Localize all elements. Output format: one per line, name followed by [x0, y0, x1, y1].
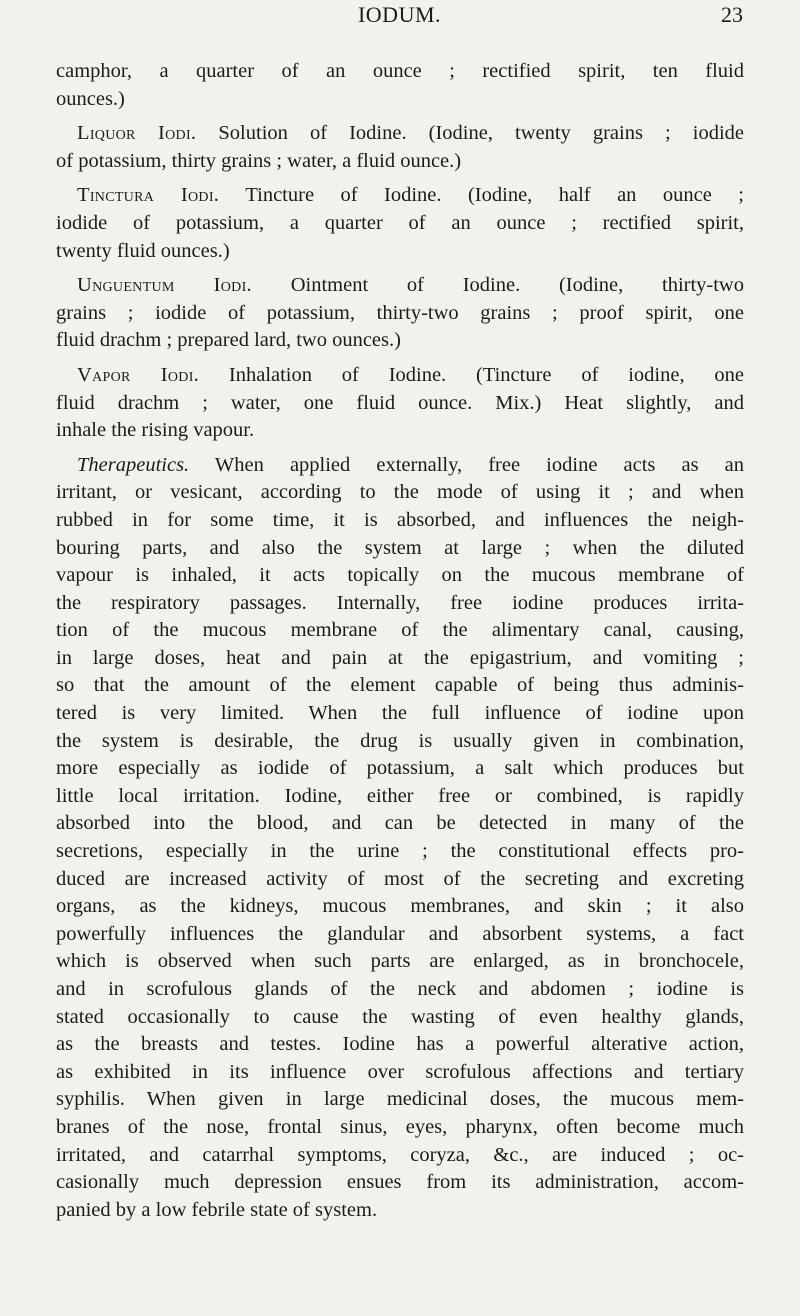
text-line — [56, 866, 744, 894]
line-text: Solution of Iodine. (Iodine, twenty grains ; iodide — [196, 122, 744, 145]
text-line — [56, 562, 744, 590]
line-text: twenty fluid ounces.) — [56, 239, 230, 262]
text-line — [56, 1197, 744, 1225]
text-line — [56, 238, 744, 266]
text-line — [56, 645, 744, 673]
text-line — [56, 1031, 744, 1059]
line-text: camphor, a quarter of an ounce ; rectified spirit, ten fluid — [56, 60, 744, 82]
text-line — [56, 948, 744, 976]
paragraph — [56, 58, 744, 113]
text-line — [56, 327, 744, 355]
text-line — [56, 617, 744, 645]
paragraph — [56, 182, 744, 265]
text-line — [56, 148, 744, 176]
line-text: When applied externally, free iodine acts as an — [189, 453, 744, 476]
line-text: organs, as the kidneys, mucous membranes, and skin ; it also — [56, 895, 744, 918]
text-line — [56, 1059, 744, 1087]
section-lead: Unguentum Iodi. — [77, 274, 252, 297]
line-text: little local irritation. Iodine, either free or combined, is rapidly — [56, 784, 744, 807]
text-line — [56, 535, 744, 563]
text-line — [56, 1114, 744, 1142]
line-text: so that the amount of the element capable of being thus adminis- — [56, 674, 744, 697]
text-line — [56, 783, 744, 811]
text-line — [56, 755, 744, 783]
text-line — [56, 1086, 744, 1114]
text-line — [56, 1169, 744, 1197]
line-text: ounces.) — [56, 87, 125, 110]
text-line — [56, 810, 744, 838]
line-text: iodide of potassium, a quarter of an ounce ; rectified spirit, — [56, 211, 744, 234]
line-text: irritated, and catarrhal symptoms, coryza, &c., are induced ; oc- — [56, 1143, 744, 1166]
paragraph — [56, 362, 744, 445]
text-line — [56, 417, 744, 445]
section-lead: Vapor Iodi. — [77, 363, 200, 386]
line-text: the system is desirable, the drug is usually given in combination, — [56, 729, 744, 752]
page-body — [56, 58, 744, 1231]
line-text: of potassium, thirty grains ; water, a fluid ounce.) — [56, 149, 462, 172]
line-text: fluid drachm ; water, one fluid ounce. Mix.) Heat slightly, and — [56, 391, 744, 414]
line-text: Tincture of Iodine. (Iodine, half an ounce ; — [219, 184, 744, 207]
text-line — [56, 182, 744, 210]
line-text: which is observed when such parts are enlarged, as in bronchocele, — [56, 950, 744, 973]
line-text: vapour is inhaled, it acts topically on the mucous membrane of — [56, 564, 744, 587]
line-text: duced are increased activity of most of the secreting and excreting — [56, 867, 744, 890]
line-text: absorbed into the blood, and can be detected in many of the — [56, 812, 744, 835]
line-text: inhale the rising vapour. — [56, 419, 255, 442]
text-line — [56, 976, 744, 1004]
line-text: tered is very limited. When the full influence of iodine upon — [56, 702, 744, 725]
paragraph — [56, 272, 744, 355]
text-line — [56, 700, 744, 728]
line-text: rubbed in for some time, it is absorbed, and influences the neigh- — [56, 508, 744, 531]
text-line — [56, 300, 744, 328]
line-text: Ointment of Iodine. (Iodine, thirty-two — [251, 274, 744, 297]
line-text: the respiratory passages. Internally, free iodine produces irrita- — [56, 591, 744, 614]
line-text: panied by a low febrile state of system. — [56, 1198, 378, 1221]
line-text: fluid drachm ; prepared lard, two ounces.) — [56, 329, 401, 352]
text-line — [56, 86, 744, 114]
line-text: syphilis. When given in large medicinal doses, the mucous mem- — [56, 1088, 744, 1111]
page-header — [56, 2, 743, 32]
text-line — [56, 362, 744, 390]
text-line — [56, 120, 744, 148]
line-text: as the breasts and testes. Iodine has a powerful alterative action, — [56, 1033, 744, 1056]
text-line — [56, 272, 744, 300]
line-text: powerfully influences the glandular and absorbent systems, a fact — [56, 922, 744, 945]
text-line — [56, 210, 744, 238]
page-number: 23 — [721, 2, 743, 27]
line-text: grains ; iodide of potassium, thirty-two grains ; proof spirit, one — [56, 301, 744, 324]
text-line — [56, 893, 744, 921]
paragraph — [56, 120, 744, 175]
line-text: casionally much depression ensues from its administration, accom- — [56, 1171, 744, 1194]
line-text: more especially as iodide of potassium, a salt which produces but — [56, 757, 744, 780]
text-line — [56, 58, 744, 86]
line-text: Inhalation of Iodine. (Tincture of iodine, one — [199, 363, 744, 386]
section-lead: Therapeutics. — [77, 453, 190, 476]
line-text: in large doses, heat and pain at the epigastrium, and vomiting ; — [56, 646, 744, 669]
text-line — [56, 672, 744, 700]
text-line — [56, 507, 744, 535]
section-lead: Tinctura Iodi. — [77, 184, 220, 207]
text-line — [56, 590, 744, 618]
text-line — [56, 1142, 744, 1170]
running-title: IODUM. — [357, 2, 442, 27]
line-text: bouring parts, and also the system at large ; when the diluted — [56, 536, 744, 559]
line-text: stated occasionally to cause the wasting of even healthy glands, — [56, 1005, 744, 1028]
paragraph — [56, 452, 744, 1225]
line-text: branes of the nose, frontal sinus, eyes, pharynx, often become much — [56, 1115, 744, 1138]
line-text: and in scrofulous glands of the neck and abdomen ; iodine is — [56, 978, 744, 1000]
text-line — [56, 1004, 744, 1032]
text-line — [56, 452, 744, 480]
text-line — [56, 479, 744, 507]
line-text: irritant, or vesicant, according to the mode of using it ; and when — [56, 481, 744, 504]
text-line — [56, 728, 744, 756]
line-text: tion of the mucous membrane of the alimentary canal, causing, — [56, 619, 744, 642]
text-line — [56, 921, 744, 949]
line-text: secretions, especially in the urine ; the constitutional effects pro- — [56, 840, 744, 863]
text-line — [56, 838, 744, 866]
line-text: as exhibited in its influence over scrofulous affections and tertiary — [56, 1060, 744, 1083]
section-lead: Liquor Iodi. — [77, 122, 197, 145]
text-line — [56, 390, 744, 418]
